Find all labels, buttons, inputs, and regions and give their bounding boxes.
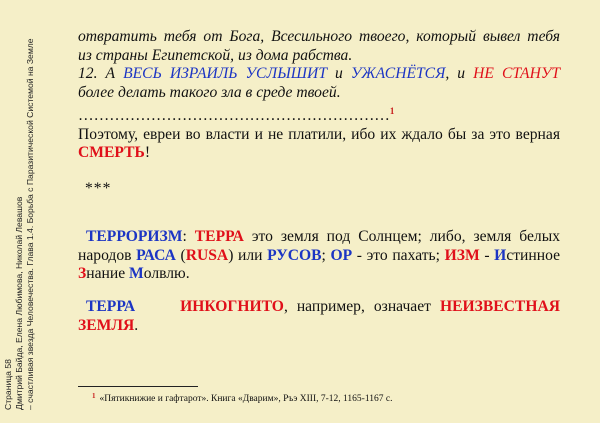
paragraph-1-end: ! xyxy=(144,144,151,161)
terrorism-text xyxy=(78,228,560,284)
terra-incognita-paragraph xyxy=(78,298,560,335)
molvlyu-rest: олвлю. xyxy=(143,265,190,282)
terra-word: ТЕРРА xyxy=(194,228,244,245)
letter-i: И xyxy=(494,246,507,264)
conjunction: и xyxy=(327,65,351,82)
or-word: ОР xyxy=(330,246,353,264)
def-text-2: ) или xyxy=(228,246,268,264)
footnote-ref: 1 xyxy=(389,106,395,116)
quote-block xyxy=(78,28,560,163)
letter-z: З xyxy=(78,265,87,282)
terra-incognita-text xyxy=(78,298,560,335)
colon: : xyxy=(182,228,195,245)
terra-word-2: ТЕРРА xyxy=(86,298,136,315)
footnote-text: «Пятикнижие и гафтарот». Книга «Дварим», Ръэ XIII, 7-12, 1165-1167 с. xyxy=(99,394,393,404)
rusa-word: RUSA xyxy=(185,246,229,264)
will-not-text: НЕ СТАНУТ xyxy=(473,65,560,82)
means-text: , например, означает xyxy=(283,298,440,315)
sidebar-margin xyxy=(0,0,42,423)
paragraph-1-text: Поэтому, евреи во власти и не платили, ибо их ждало бы за это верная xyxy=(78,125,560,143)
horrified-text: УЖАСНЁТСЯ xyxy=(350,65,446,82)
def-text-1: это земля под Солнцем; либо, земля белых народов xyxy=(78,228,560,264)
incognito-word: ИНКОГНИТО xyxy=(180,298,284,315)
rasa-word: РАСА xyxy=(136,246,176,264)
section-separator: *** xyxy=(85,180,112,197)
footnote xyxy=(78,390,560,405)
terrorism-word: ТЕРРОРИЗМ xyxy=(86,228,183,245)
def-text-3: - это пахать; xyxy=(352,246,445,264)
authors-label: Дмитрий Байда, Елена Любимова, Николай Левашов xyxy=(14,196,24,410)
earth-word: ЗЕМЛЯ xyxy=(78,316,135,334)
verse-start: 12. А xyxy=(78,65,124,82)
quote-line-4: более делать такого зла в среде твоей. xyxy=(78,83,341,101)
znanie-rest: нание xyxy=(86,265,130,282)
paragraph-1 xyxy=(78,126,560,163)
izm-word: ИЗМ xyxy=(444,246,480,264)
rusov-word: РУСОВ xyxy=(267,246,322,264)
death-word: СМЕРТЬ xyxy=(78,144,145,161)
terrorism-paragraph xyxy=(78,228,560,284)
quote-line-2: из страны Египетской, из дома рабства. xyxy=(78,46,353,64)
ellipsis-dots: …………………………………………………… xyxy=(78,107,390,124)
footnote-number: 1 xyxy=(92,392,96,400)
quote-line-1: отвратить тебя от Бога, Всесильного твоего, который вывел тебя xyxy=(78,28,560,45)
unknown-word: НЕИЗВЕСТНАЯ xyxy=(439,298,560,315)
dash: - xyxy=(479,246,495,264)
israel-hear-text: ВЕСЬ ИЗРАИЛЬ УСЛЫШИТ xyxy=(123,65,327,82)
semicolon: ; xyxy=(321,246,331,264)
conjunction-2: , и xyxy=(445,65,474,82)
istinnoe-rest: стинное xyxy=(506,246,560,264)
para3-end: . xyxy=(134,316,139,334)
paren-open: ( xyxy=(175,246,186,264)
chapter-label: – счастливая звезда Человечества. Глава 1.4. Борьба с Паразитической Системой на Земле xyxy=(25,38,35,410)
page-number-label: Страница 58 xyxy=(3,359,13,410)
footnote-divider xyxy=(78,386,198,387)
letter-m: М xyxy=(129,265,144,282)
quote-line-3 xyxy=(78,65,560,84)
ellipsis-line xyxy=(78,102,560,126)
